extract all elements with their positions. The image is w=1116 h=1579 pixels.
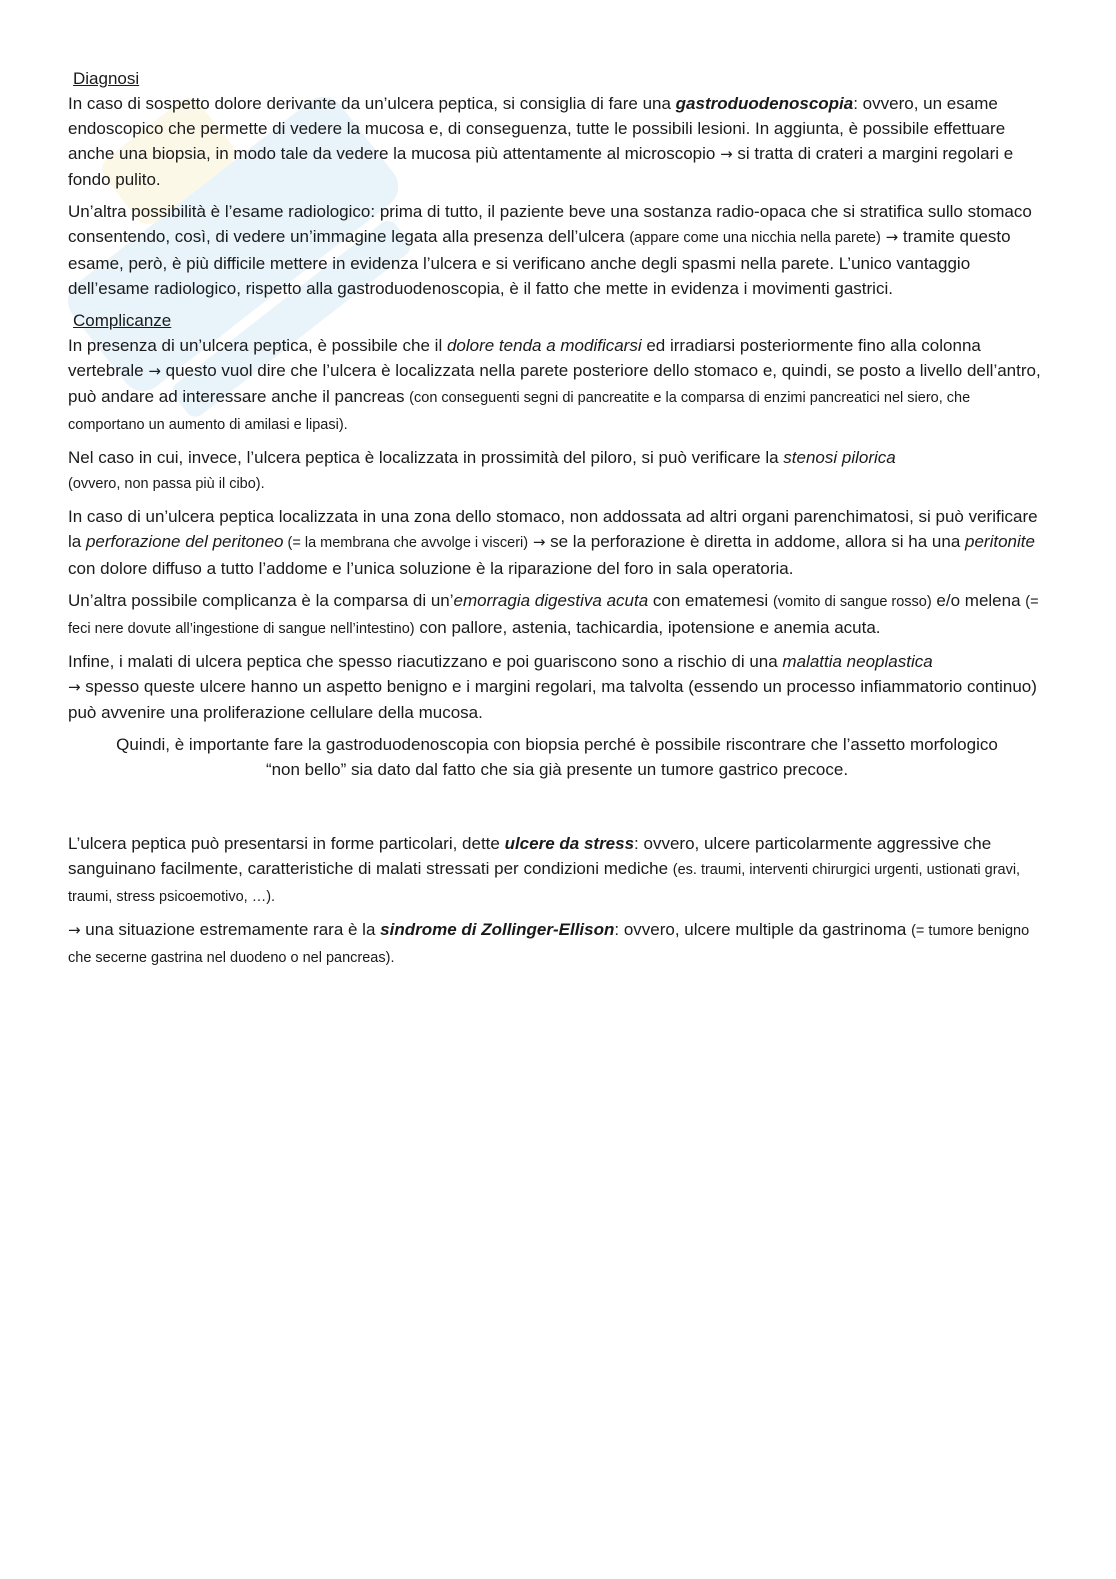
arrow-icon: →: [68, 678, 81, 696]
paragraph: L’ulcera peptica può presentarsi in forme particolari, dette ulcere da stress: ovvero, ulcere particolarmente aggressive che sanguinano facilmente, caratteristiche di malati stressati per condizioni mediche (es. traumi, interventi chirurgici urgenti, ustionati gravi, traumi, stress psicoemotivo, …).: [68, 834, 1021, 905]
arrow-icon: →: [720, 145, 733, 163]
paragraph: In presenza di un’ulcera peptica, è possibile che il dolore tenda a modificarsi ed irradiarsi posteriormente fino alla colonna vertebrale → questo vuol dire che l’ulcera è localizzata nella parete posteriore dello stomaco e, quindi, se posto a livello dell’antro, può andare ad interessare anche il pancreas (con conseguenti segni di pancreatite e la comparsa di enzimi pancreatici nel siero, che comportano un aumento di amilasi e lipasi).: [68, 336, 1041, 433]
arrow-icon: →: [885, 228, 899, 246]
document-page: [68, 66, 1046, 978]
paragraph: In caso di un’ulcera peptica localizzata in una zona dello stomaco, non addossata ad altri organi parenchimatosi, si può verificare la perforazione del peritoneo (= la membrana che avvolge i visceri) → se la perforazione è diretta in addome, allora si ha una peritonite con dolore diffuso a tutto l’addome e l’unica soluzione è la riparazione del foro in sala operatoria.: [68, 507, 1038, 578]
paragraph: In caso di sospetto dolore derivante da un’ulcera peptica, si consiglia di fare una gastroduodenoscopia: ovvero, un esame endoscopico che permette di vedere la mucosa e, di conseguenza, tutte le possibili lesioni. In aggiunta, è possibile effettuare anche una biopsia, in modo tale da vedere la mucosa più attentamente al microscopio → si tratta di crateri a margini regolari e fondo pulito.: [68, 94, 1014, 189]
section-heading-complicanze: Complicanze: [73, 311, 172, 330]
paragraph: Un’altra possibile complicanza è la comparsa di un’emorragia digestiva acuta con ematemesi (vomito di sangue rosso) e/o melena (= feci nere dovute all’ingestione di sangue nell’intestino) con pallore, astenia, tachicardia, ipotensione e anemia acuta.: [68, 591, 1039, 637]
section-heading-diagnosi: Diagnosi: [73, 69, 140, 88]
arrow-icon: →: [148, 362, 161, 380]
centered-note: Quindi, è importante fare la gastroduodenoscopia con biopsia perché è possibile riscontrare che l’assetto morfologico “non bello” sia dato dal fatto che sia già presente un tumore gastrico precoce.: [116, 735, 998, 779]
paragraph: → una situazione estremamente rara è la sindrome di Zollinger-Ellison: ovvero, ulcere multiple da gastrinoma (= tumore benigno che secerne gastrina nel duodeno o nel pancreas).: [68, 920, 1030, 966]
bold-term: gastroduodenoscopia: [675, 94, 854, 113]
paragraph: Un’altra possibilità è l’esame radiologico: prima di tutto, il paziente beve una sostanza radio-opaca che si stratifica sullo stomaco consentendo, così, di vedere un’immagine legata alla presenza dell’ulcera (appare come una nicchia nella parete) → tramite questo esame, però, è più difficile mettere in evidenza l’ulcera e si verificano anche degli spasmi nella parete. L’unico vantaggio dell’esame radiologico, rispetto alla gastroduodenoscopia, è il fatto che mette in evidenza i movimenti gastrici.: [68, 202, 1032, 298]
paragraph: Nel caso in cui, invece, l’ulcera peptica è localizzata in prossimità del piloro, si può verificare la stenosi pilorica (ovvero, non passa più il cibo).: [68, 448, 896, 492]
bold-term: sindrome di Zollinger-Ellison: [380, 920, 615, 939]
arrow-icon: →: [532, 533, 546, 551]
bold-term: ulcere da stress: [504, 834, 635, 853]
arrow-icon: →: [68, 921, 81, 939]
paragraph: Infine, i malati di ulcera peptica che spesso riacutizzano e poi guariscono sono a rischio di una malattia neoplastica → spesso queste ulcere hanno un aspetto benigno e i margini regolari, ma talvolta (essendo un processo infiammatorio continuo) può avvenire una proliferazione cellulare della mucosa.: [68, 652, 1037, 722]
